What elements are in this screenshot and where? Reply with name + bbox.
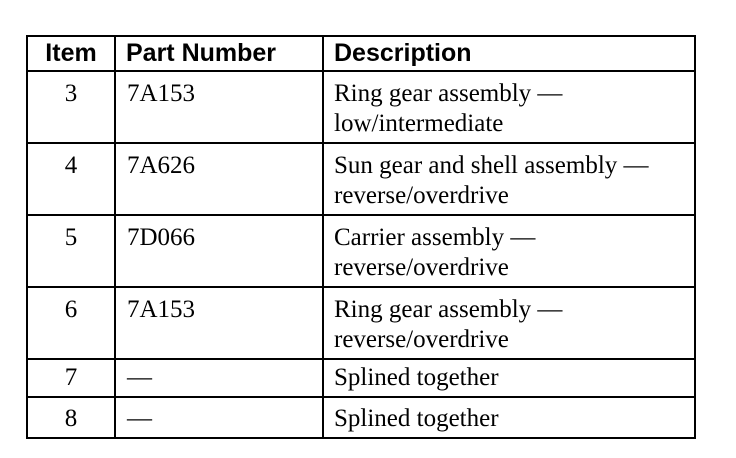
description: Sun gear and shell assembly — reverse/overdrive (323, 143, 695, 215)
header-item: Item (27, 36, 115, 71)
table-header-row (27, 36, 695, 71)
table-row (27, 397, 695, 438)
table-row (27, 359, 695, 397)
item-number: 8 (27, 397, 115, 438)
header-part-number: Part Number (115, 36, 323, 71)
part-number: — (115, 359, 323, 397)
item-number: 5 (27, 215, 115, 287)
part-number: 7A626 (115, 143, 323, 215)
header-description: Description (323, 36, 695, 71)
description: Ring gear assembly — reverse/overdrive (323, 287, 695, 359)
part-number: 7D066 (115, 215, 323, 287)
item-number: 6 (27, 287, 115, 359)
description: Carrier assembly — reverse/overdrive (323, 215, 695, 287)
parts-table (26, 35, 696, 439)
description: Splined together (323, 397, 695, 438)
description: Splined together (323, 359, 695, 397)
part-number: — (115, 397, 323, 438)
part-number: 7A153 (115, 71, 323, 143)
item-number: 4 (27, 143, 115, 215)
table-row (27, 215, 695, 287)
table-row (27, 71, 695, 143)
table-row (27, 287, 695, 359)
table-row (27, 143, 695, 215)
item-number: 3 (27, 71, 115, 143)
description: Ring gear assembly — low/intermediate (323, 71, 695, 143)
part-number: 7A153 (115, 287, 323, 359)
item-number: 7 (27, 359, 115, 397)
